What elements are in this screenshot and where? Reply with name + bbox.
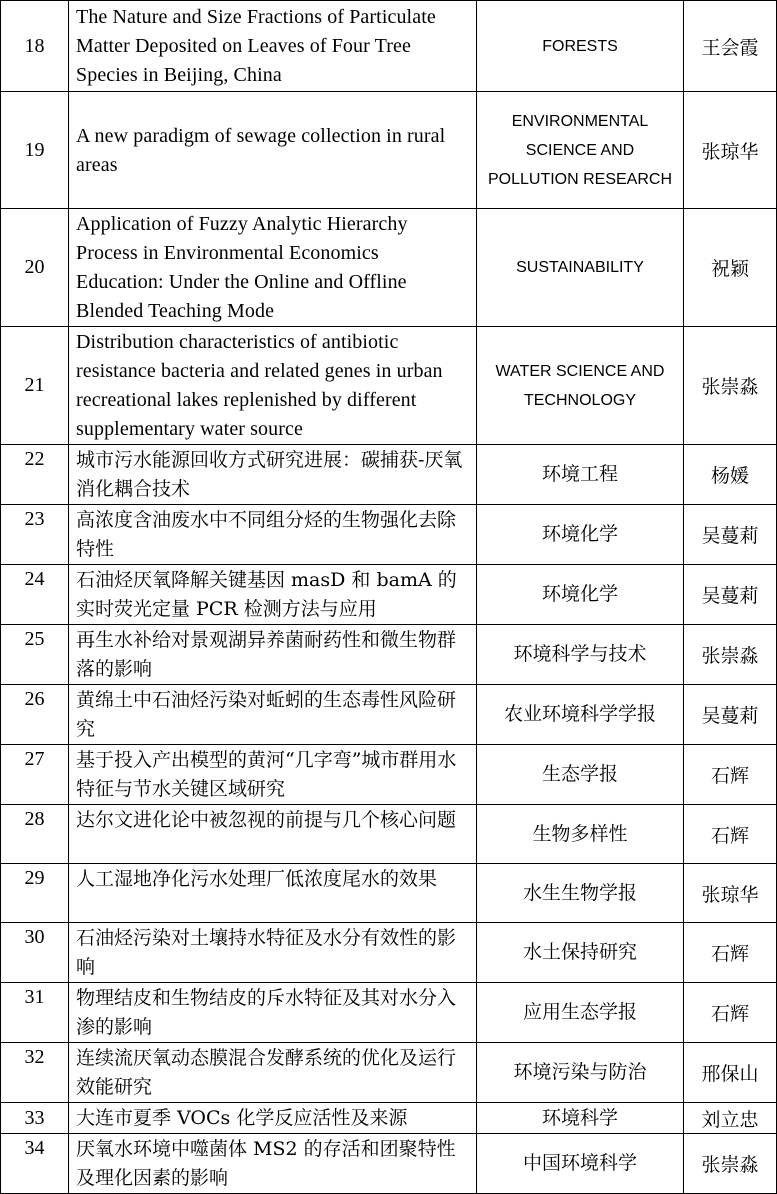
journal-name: 环境科学与技术 (477, 625, 684, 685)
row-number: 24 (1, 565, 69, 625)
row-number: 25 (1, 625, 69, 685)
table-row (1, 864, 777, 923)
journal-name: 环境化学 (477, 565, 684, 625)
journal-name: 中国环境科学 (477, 1134, 684, 1194)
row-number: 27 (1, 745, 69, 805)
table-row (1, 923, 777, 983)
author-name: 吴蔓莉 (684, 505, 777, 565)
table-row (1, 625, 777, 685)
journal-name: WATER SCIENCE AND TECHNOLOGY (477, 327, 684, 445)
row-number: 22 (1, 445, 69, 505)
table-row (1, 445, 777, 505)
row-number: 20 (1, 209, 69, 327)
paper-title: 连续流厌氧动态膜混合发酵系统的优化及运行效能研究 (69, 1043, 477, 1103)
paper-title: 石油烃污染对土壤持水特征及水分有效性的影响 (69, 923, 477, 983)
table-row (1, 983, 777, 1043)
paper-title: A new paradigm of sewage collection in rural areas (69, 92, 477, 209)
journal-name: 环境工程 (477, 445, 684, 505)
row-number: 29 (1, 864, 69, 923)
author-name: 刘立忠 (684, 1103, 777, 1134)
table-row (1, 1043, 777, 1103)
author-name: 祝颖 (684, 209, 777, 327)
journal-name: 环境科学 (477, 1103, 684, 1134)
author-name: 石辉 (684, 745, 777, 805)
author-name: 石辉 (684, 983, 777, 1043)
paper-title: Distribution characteristics of antibiotic resistance bacteria and related genes in urban recreational lakes replenished by different supplementary water source (69, 327, 477, 445)
journal-name: FORESTS (477, 1, 684, 92)
table-row (1, 327, 777, 445)
journal-name: 环境污染与防治 (477, 1043, 684, 1103)
table-row (1, 1134, 777, 1194)
author-name: 张琼华 (684, 92, 777, 209)
journal-name: 应用生态学报 (477, 983, 684, 1043)
row-number: 33 (1, 1103, 69, 1134)
paper-title: The Nature and Size Fractions of Particulate Matter Deposited on Leaves of Four Tree Species in Beijing, China (69, 1, 477, 92)
row-number: 21 (1, 327, 69, 445)
row-number: 30 (1, 923, 69, 983)
author-name: 石辉 (684, 923, 777, 983)
author-name: 邢保山 (684, 1043, 777, 1103)
journal-name: 水土保持研究 (477, 923, 684, 983)
author-name: 张崇淼 (684, 625, 777, 685)
paper-title: 达尔文进化论中被忽视的前提与几个核心问题 (69, 805, 477, 864)
row-number: 32 (1, 1043, 69, 1103)
table-row (1, 565, 777, 625)
paper-title: 物理结皮和生物结皮的斥水特征及其对水分入渗的影响 (69, 983, 477, 1043)
table-row (1, 685, 777, 745)
paper-title: 基于投入产出模型的黄河“几字弯”城市群用水特征与节水关键区域研究 (69, 745, 477, 805)
author-name: 张崇淼 (684, 1134, 777, 1194)
author-name: 石辉 (684, 805, 777, 864)
row-number: 31 (1, 983, 69, 1043)
paper-title: 城市污水能源回收方式研究进展：碳捕获-厌氧消化耦合技术 (69, 445, 477, 505)
author-name: 杨媛 (684, 445, 777, 505)
author-name: 吴蔓莉 (684, 685, 777, 745)
author-name: 张崇淼 (684, 327, 777, 445)
journal-name: 生态学报 (477, 745, 684, 805)
paper-title: 石油烃厌氧降解关键基因 masD 和 bamA 的实时荧光定量 PCR 检测方法与应用 (69, 565, 477, 625)
row-number: 23 (1, 505, 69, 565)
table-row (1, 1103, 777, 1134)
table-row (1, 1, 777, 92)
paper-title: 黄绵土中石油烃污染对蚯蚓的生态毒性风险研究 (69, 685, 477, 745)
paper-title: 再生水补给对景观湖异养菌耐药性和微生物群落的影响 (69, 625, 477, 685)
paper-title: 高浓度含油废水中不同组分烃的生物强化去除特性 (69, 505, 477, 565)
author-name: 吴蔓莉 (684, 565, 777, 625)
row-number: 19 (1, 92, 69, 209)
paper-title: 大连市夏季 VOCs 化学反应活性及来源 (69, 1103, 477, 1134)
row-number: 28 (1, 805, 69, 864)
journal-name: ENVIRONMENTAL SCIENCE AND POLLUTION RESEARCH (477, 92, 684, 209)
row-number: 34 (1, 1134, 69, 1194)
author-name: 张琼华 (684, 864, 777, 923)
journal-name: SUSTAINABILITY (477, 209, 684, 327)
table-row (1, 92, 777, 209)
journal-name: 农业环境科学学报 (477, 685, 684, 745)
paper-title: 人工湿地净化污水处理厂低浓度尾水的效果 (69, 864, 477, 923)
table-row (1, 745, 777, 805)
row-number: 26 (1, 685, 69, 745)
row-number: 18 (1, 1, 69, 92)
paper-title: Application of Fuzzy Analytic Hierarchy Process in Environmental Economics Education: Under the Online and Offline Blended Teaching Mode (69, 209, 477, 327)
author-name: 王会霞 (684, 1, 777, 92)
table-row (1, 209, 777, 327)
journal-name: 水生生物学报 (477, 864, 684, 923)
table-row (1, 805, 777, 864)
table-row (1, 505, 777, 565)
journal-name: 环境化学 (477, 505, 684, 565)
paper-title: 厌氧水环境中噬菌体 MS2 的存活和团聚特性及理化因素的影响 (69, 1134, 477, 1194)
journal-name: 生物多样性 (477, 805, 684, 864)
